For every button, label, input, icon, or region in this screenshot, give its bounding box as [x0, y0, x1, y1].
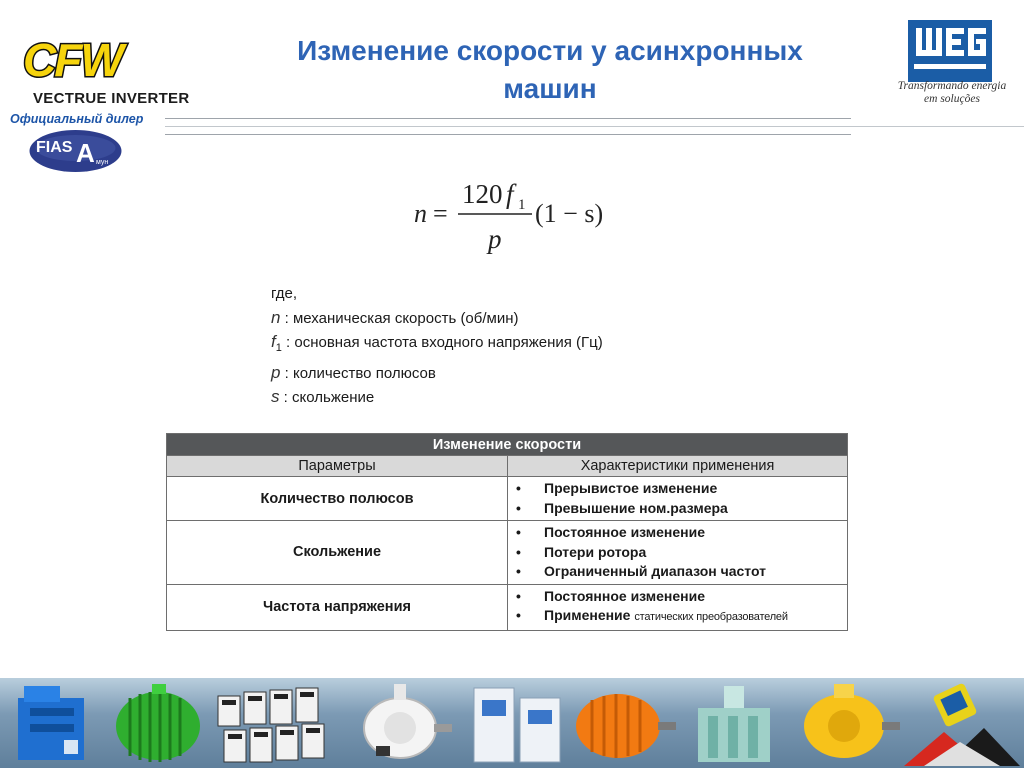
motor-green-icon	[108, 684, 208, 766]
feature-text: Ограниченный диапазон частот	[544, 563, 767, 579]
legend-separator: :	[280, 309, 293, 327]
legend-item-n	[271, 306, 603, 331]
motor-white-icon	[356, 684, 456, 764]
cfw-logo	[20, 32, 146, 84]
product-banner	[0, 678, 1024, 768]
table-caption: Изменение скорости	[167, 434, 848, 456]
page-title-line-2: машин	[503, 73, 597, 104]
legend-symbol-subscript: 1	[275, 342, 282, 354]
motor-yellow-icon	[796, 684, 902, 764]
svg-text:FIAS: FIAS	[36, 139, 73, 156]
features-cell	[508, 477, 848, 521]
table-row	[167, 477, 848, 521]
feature-text: Потери ротора	[544, 543, 647, 560]
legend-item-p	[271, 361, 603, 386]
feature-text: Постоянное изменение	[544, 524, 706, 540]
legend-symbol: s	[271, 387, 280, 406]
feature-item	[516, 543, 847, 563]
legend-symbol: f	[271, 332, 276, 351]
legend-separator: :	[281, 334, 295, 351]
feature-item	[516, 479, 847, 499]
bullet-icon: •	[516, 587, 521, 604]
formula-legend	[271, 282, 603, 410]
table-caption-row	[167, 434, 848, 456]
bullet-icon: •	[516, 524, 521, 540]
svg-text:CFW: CFW	[23, 34, 122, 84]
speed-change-table	[166, 433, 848, 631]
feature-note: статических преобразователей	[634, 611, 788, 623]
formula-denominator: p	[488, 224, 502, 254]
table-row	[167, 584, 848, 630]
parameter-cell: Скольжение	[167, 521, 508, 585]
legend-item-s	[271, 385, 603, 410]
bullet-icon: •	[516, 543, 521, 560]
transformer-icon	[688, 682, 780, 766]
fias-logo	[28, 128, 123, 174]
parameter-cell: Количество полюсов	[167, 477, 508, 521]
weg-tagline-line-1: Transformando energia	[897, 80, 1007, 92]
feature-text: Постоянное изменение	[544, 587, 706, 604]
weg-tagline-line-2: em soluções	[924, 93, 980, 105]
table-header-row	[167, 456, 848, 477]
official-dealer-label: Официальный дилер	[10, 112, 144, 126]
formula-equals: =	[433, 199, 448, 228]
feature-text: Применение	[544, 607, 631, 623]
svg-text:A: A	[76, 138, 95, 168]
formula-factor: (1 − s)	[535, 199, 604, 228]
formula-numerator-sub: 1	[518, 197, 526, 213]
features-cell	[508, 521, 848, 585]
legend-text: механическая скорость (об/мин)	[292, 309, 519, 327]
feature-item	[516, 523, 847, 543]
column-header-characteristics: Характеристики применения	[508, 456, 848, 477]
inverters-icon	[470, 682, 564, 766]
legend-separator: :	[279, 389, 293, 406]
feature-text: Прерывистое изменение	[544, 480, 718, 496]
svg-text:мун: мун	[96, 159, 109, 166]
motor-orange-icon	[568, 684, 678, 764]
bullet-icon: •	[516, 499, 521, 516]
speed-formula	[408, 172, 618, 256]
legend-separator: :	[280, 364, 293, 382]
header-divider-bottom	[165, 134, 851, 135]
bullet-icon: •	[516, 563, 521, 579]
features-cell	[508, 584, 848, 630]
brand-subtitle: VECTRUE INVERTER	[33, 90, 190, 107]
feature-item	[516, 562, 847, 582]
bullet-icon: •	[516, 607, 521, 623]
header-divider-top	[165, 118, 851, 119]
legend-heading: где,	[271, 285, 298, 302]
feature-item	[516, 587, 847, 607]
weg-logo	[908, 20, 992, 82]
contactors-icon	[214, 686, 338, 766]
formula-lhs: n	[414, 199, 427, 228]
svg-text:WEG: WEG	[948, 79, 952, 80]
legend-symbol: p	[271, 362, 281, 382]
hv-motor-blue-icon	[10, 682, 92, 766]
bullet-icon: •	[516, 480, 521, 496]
paint-can-icon	[904, 682, 1020, 766]
legend-text: основная частота входного напряжения (Гц)	[294, 334, 603, 351]
legend-item-f1	[271, 330, 603, 361]
legend-text: скольжение	[292, 389, 375, 406]
page-title	[220, 32, 880, 108]
feature-text: Превышение ном.размера	[544, 499, 728, 516]
column-header-parameters: Параметры	[167, 456, 508, 477]
formula-numerator-var: f	[506, 179, 514, 209]
page-title-line-1: Изменение скорости у асинхронных	[297, 35, 803, 66]
formula-numerator: 120	[462, 179, 503, 209]
legend-text: количество полюсов	[292, 364, 436, 382]
weg-tagline	[890, 80, 1014, 106]
legend-symbol: n	[271, 307, 281, 327]
feature-item	[516, 499, 847, 519]
feature-item	[516, 606, 847, 628]
table-row	[167, 521, 848, 585]
parameter-cell: Частота напряжения	[167, 584, 508, 630]
header-divider-middle	[165, 126, 1024, 127]
